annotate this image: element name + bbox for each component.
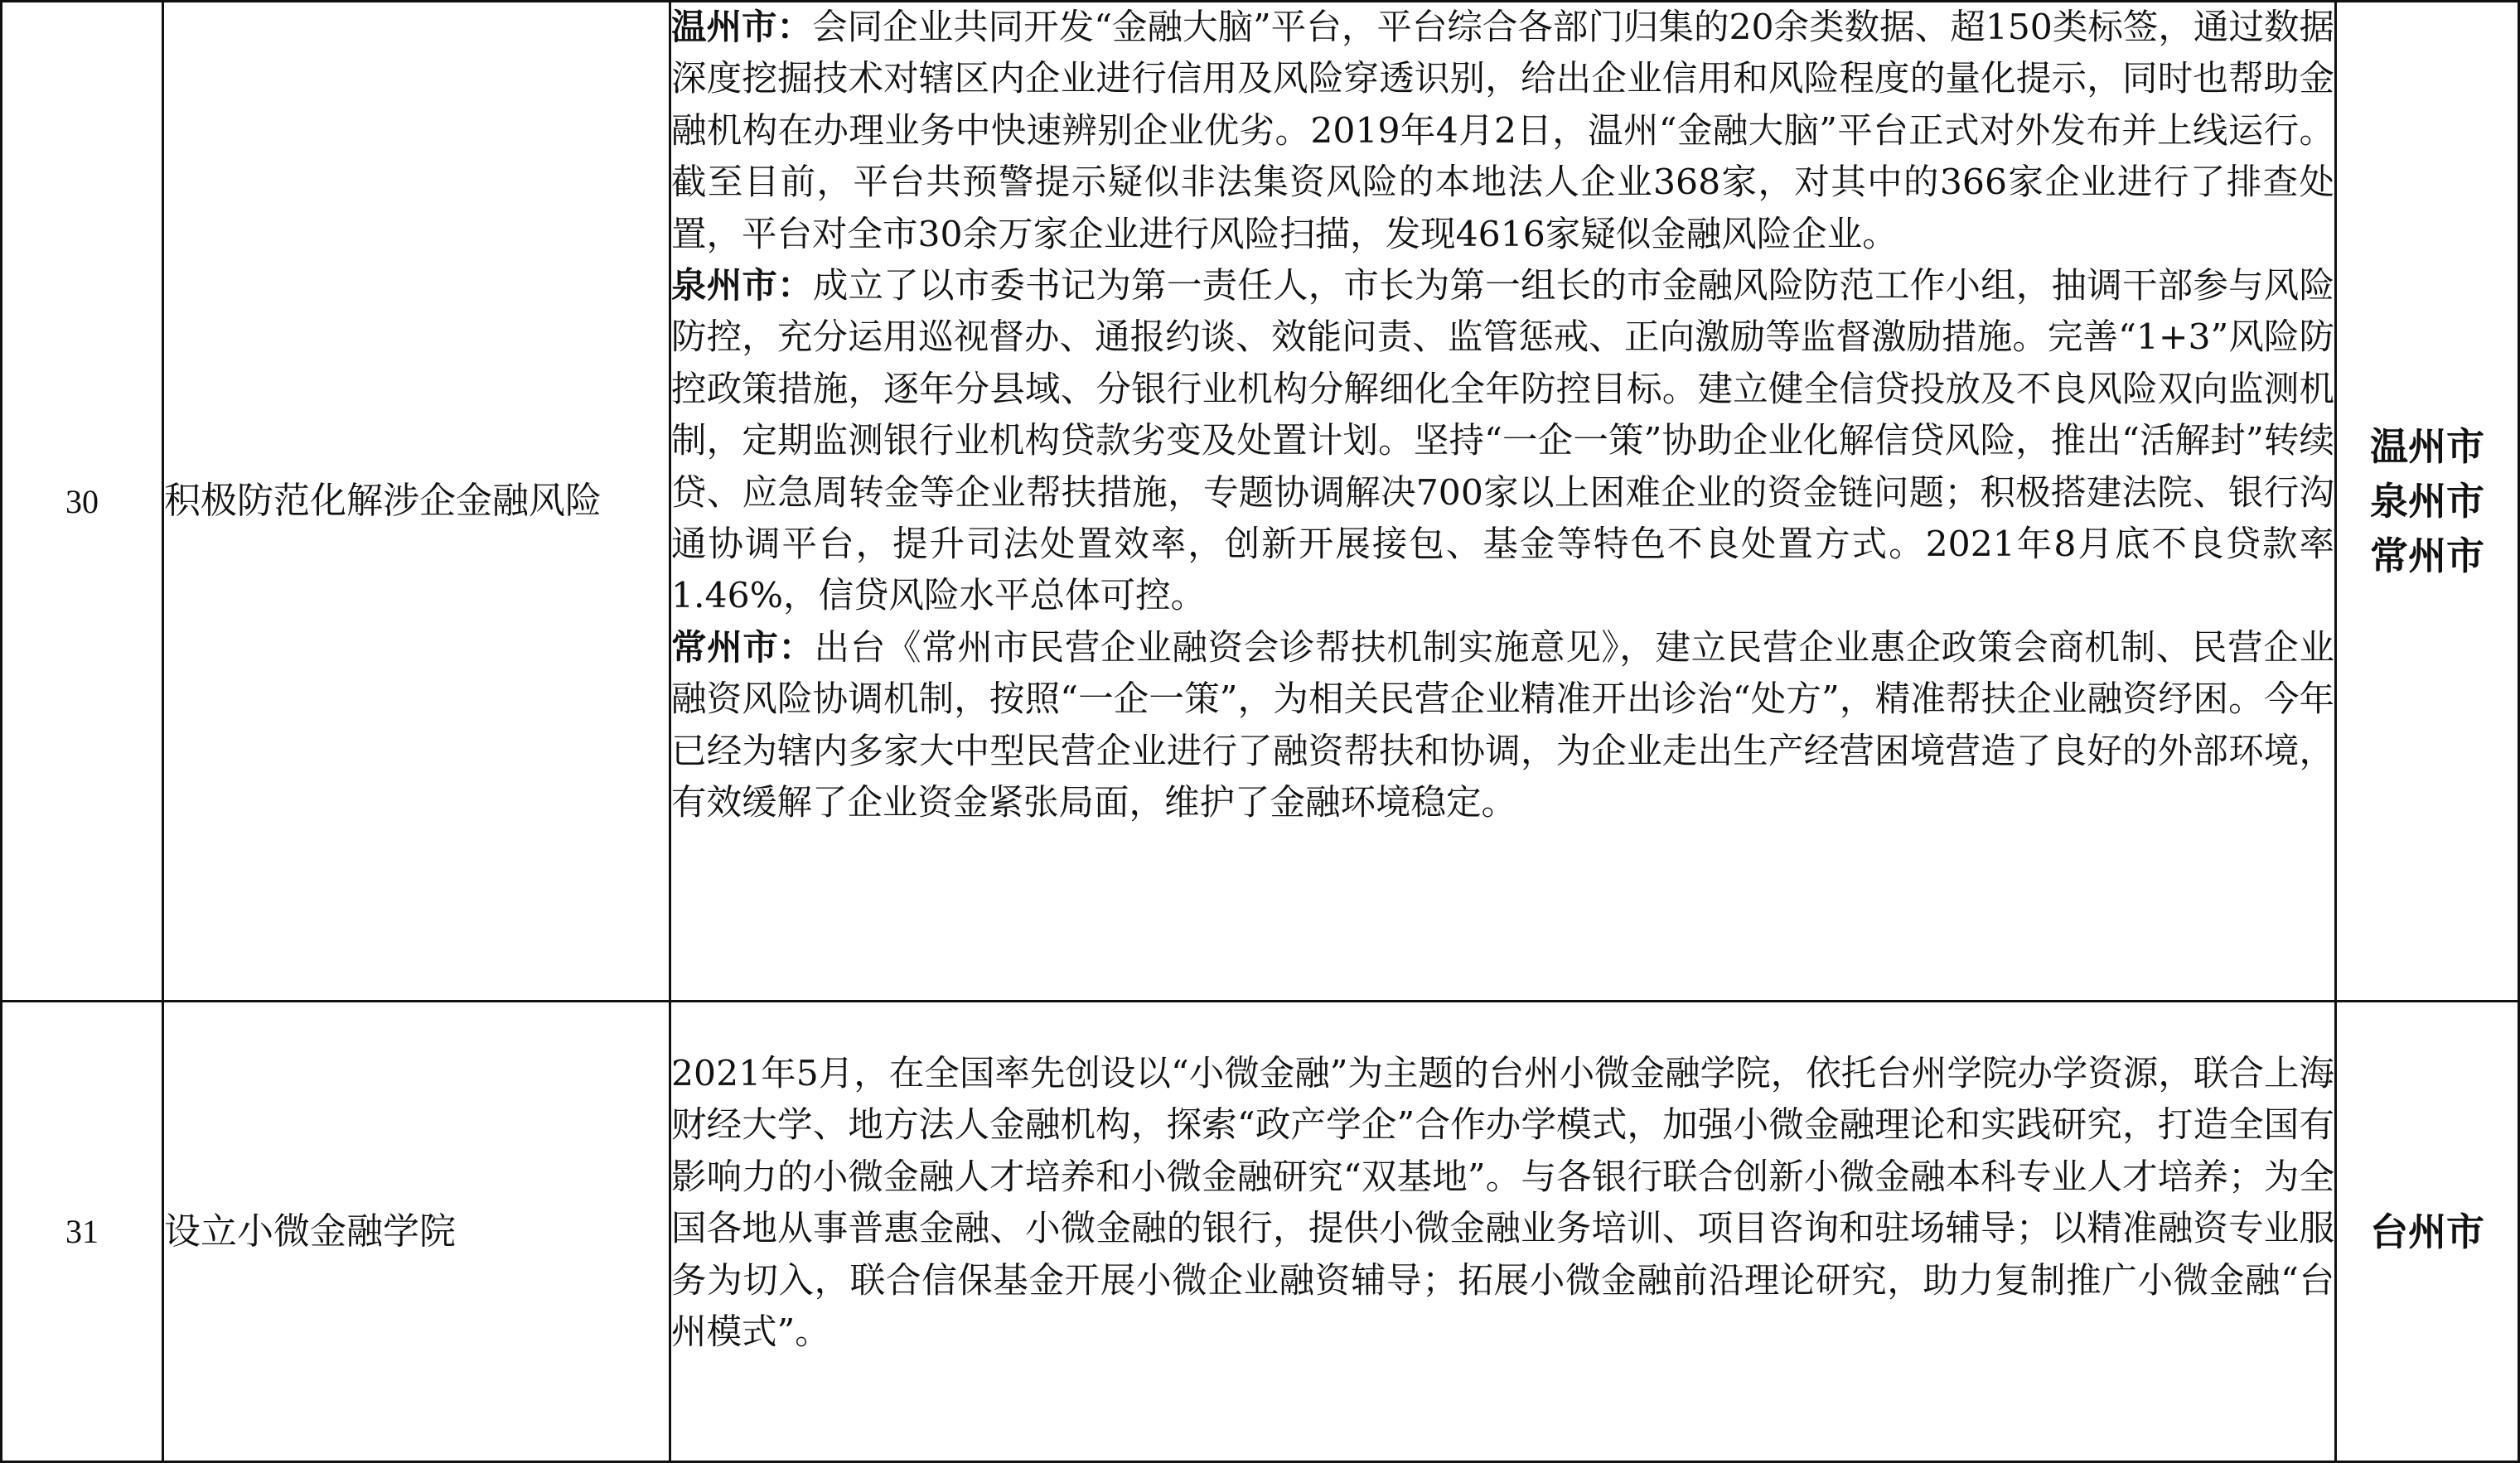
city-name: 泉州市 [2370,479,2484,524]
city-name: 温州市 [2370,424,2484,469]
city-label: 常州市： [671,627,815,669]
row-number: 30 [2,2,163,1002]
measure-content [670,1002,2336,1462]
table-row [2,1002,2519,1462]
measure-content [670,2,2336,1002]
city-paragraph-changzhou [671,623,2334,830]
measure-title: 设立小微金融学院 [163,1002,670,1462]
city-name: 台州市 [2370,1209,2484,1254]
table-row [2,2,2519,1002]
city-label: 泉州市： [671,266,813,307]
paragraph-text: 出台《常州市民营企业融资会诊帮扶机制实施意见》，建立民营企业惠企政策会商机制、民营企业融资风险协调机制，按照“一企一策”，为相关民营企业精准开出诊治“处方”，精准帮扶企业融资纾困。今年已经为辖内多家大中型民营企业进行了融资帮扶和协调，为企业走出生产经营困境营造了良好的外部环境，有效缓解了企业资金紧张局面，维护了金融环境稳定。 [671,627,2334,824]
city-name: 常州市 [2370,534,2484,578]
responsible-cities [2336,1002,2519,1462]
city-paragraph-wenzhou [671,2,2334,261]
paragraph-text: 会同企业共同开发“金融大脑”平台，平台综合各部门归集的20余类数据、超150类标签，通过数据深度挖掘技术对辖区内企业进行信用及风险穿透识别，给出企业信用和风险程度的量化提示，同时也帮助金融机构在办理业务中快速辨别企业优劣。2019年4月2日，温州“金融大脑”平台正式对外发布并上线运行。截至目前，平台共预警提示疑似非法集资风险的本地法人企业368家，对其中的366家企业进行了排查处置，平台对全市30余万家企业进行风险扫描，发现4616家疑似金融风险企业。 [671,7,2334,255]
paragraph-text: 成立了以市委书记为第一责任人，市长为第一组长的市金融风险防范工作小组，抽调干部参与风险防控，充分运用巡视督办、通报约谈、效能问责、监管惩戒、正向激励等监督激励措施。完善“1+3”风险防控政策措施，逐年分县域、分银行业机构分解细化全年防控目标。建立健全信贷投放及不良风险双向监测机制，定期监测银行业机构贷款劣变及处置计划。坚持“一企一策”协助企业化解信贷风险，推出“活解封”转续贷、应急周转金等企业帮扶措施，专题协调解决700家以上困难企业的资金链问题；积极搭建法院、银行沟通协调平台，提升司法处置效率，创新开展接包、基金等特色不良处置方式。2021年8月底不良贷款率1.46%，信贷风险水平总体可控。 [671,266,2334,617]
responsible-cities [2336,2,2519,1002]
row-number: 31 [2,1002,163,1462]
paragraph-text: 2021年5月，在全国率先创设以“小微金融”为主题的台州小微金融学院，依托台州学院办学资源，联合上海财经大学、地方法人金融机构，探索“政产学企”合作办学模式，加强小微金融理论和实践研究，打造全国有影响力的小微金融人才培养和小微金融研究“双基地”。与各银行联合创新小微金融本科专业人才培养；为全国各地从事普惠金融、小微金融的银行，提供小微金融业务培训、项目咨询和驻场辅导；以精准融资专业服务为切入，联合信保基金开展小微企业融资辅导；拓展小微金融前沿理论研究，助力复制推广小微金融“台州模式”。 [671,1054,2334,1354]
city-label: 温州市： [671,7,813,48]
city-paragraph-quanzhou [671,261,2334,623]
measure-title: 积极防范化解涉企金融风险 [163,2,670,1002]
